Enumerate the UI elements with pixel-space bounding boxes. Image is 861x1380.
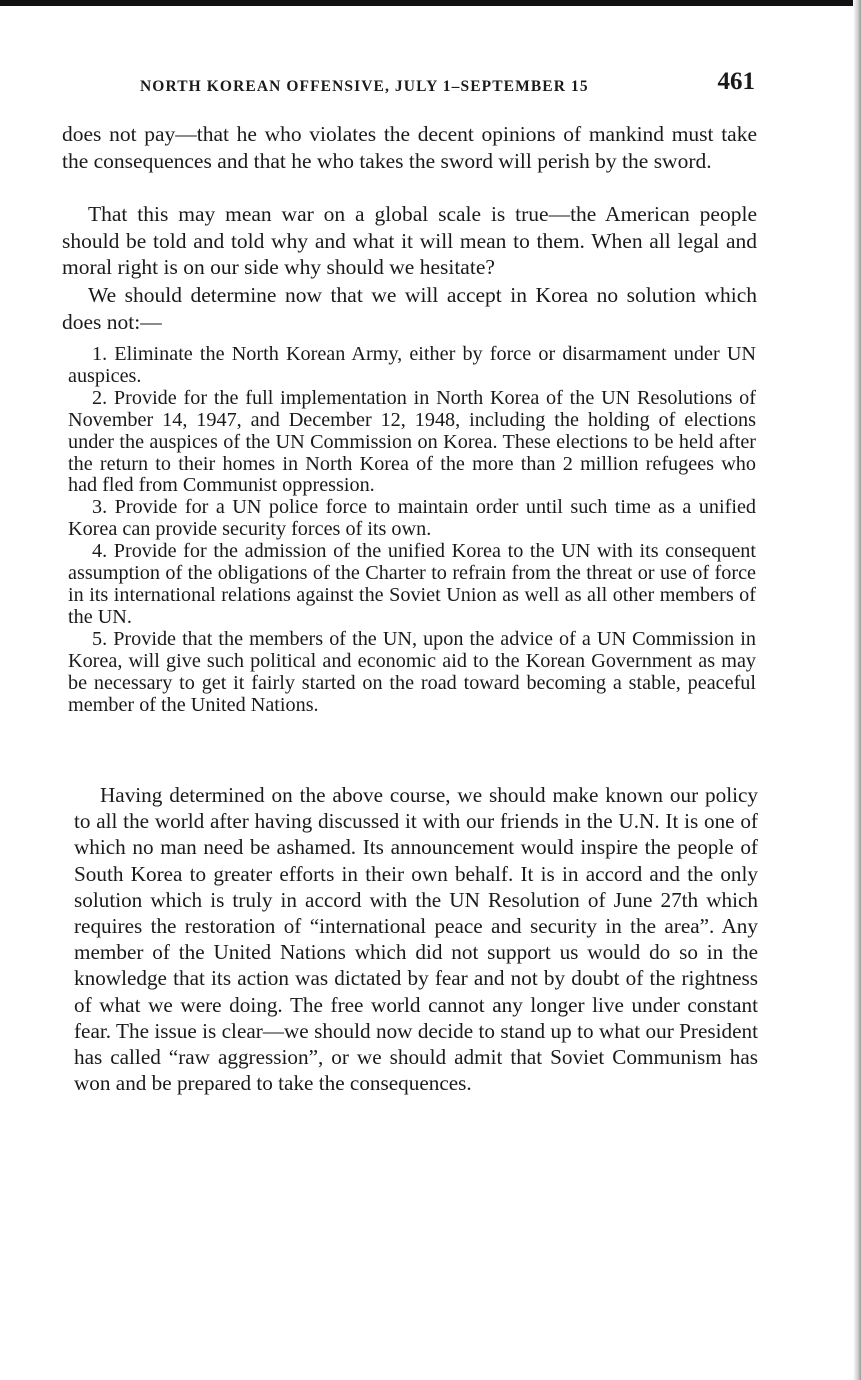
- opening-paragraph: [62, 121, 757, 174]
- third-paragraph: [62, 282, 757, 335]
- list-item-5: 5. Provide that the members of the UN, upon the advice of a UN Commission in Korea, will give such political and economic aid to the Korean Government as may be necessary to get it fairly started on the road toward becoming a stable, peaceful member of the United Nations.: [68, 627, 756, 716]
- page-header: [140, 68, 755, 98]
- paragraph-determine: We should determine now that we will accept in Korea no solution which does not:—: [62, 283, 757, 334]
- list-item-3: 3. Provide for a UN police force to maintain order until such time as a unified Korea can provide security forces of its own.: [68, 496, 756, 541]
- paragraph-continuation: does not pay—that he who violates the decent opinions of mankind must take the consequences and that he who takes the sword will perish by the sword.: [62, 122, 757, 173]
- list-item-4: 4. Provide for the admission of the unified Korea to the UN with its consequent assumption of the obligations of the Charter to refrain from the threat or use of force in its international relations against the Soviet Union as well as all other members of the UN.: [68, 540, 756, 628]
- solution-list: [68, 344, 756, 716]
- running-head: NORTH KOREAN OFFENSIVE, JULY 1–SEPTEMBER 15: [140, 78, 589, 95]
- paragraph-war-global: That this may mean war on a global scale is true—the American people should be told and told why and what it will mean to them. When all legal and moral right is on our side why should we hesitate?: [62, 202, 757, 279]
- page-number: 461: [717, 68, 755, 95]
- second-paragraph: [62, 201, 757, 281]
- list-item-1: 1. Eliminate the North Korean Army, either by force or disarmament under UN auspices.: [68, 343, 756, 387]
- page-right-edge: [853, 0, 861, 1380]
- list-item-2: 2. Provide for the full implementation in North Korea of the UN Resolutions of November 14, 1947, and December 12, 1948, including the holding of elections under the auspices of the UN Commission on Korea. These elections to be held after the return to their homes in North Korea of the more than 2 million refugees who had fled from Communist oppression.: [68, 386, 756, 497]
- page-top-edge: [0, 0, 861, 6]
- closing-paragraph: [74, 782, 758, 1096]
- paragraph-having-determined: Having determined on the above course, we should make known our policy to all the world after having discussed it with our friends in the U.N. It is one of which no man need be ashamed. Its announcement would inspire the people of South Korea to greater efforts in their own behalf. It is in accord and the only solution which is truly in accord with the UN Resolution of June 27th which requires the restoration of “international peace and security in the area”. Any member of the United Nations which did not support us would do so in the knowledge that its action was dictated by fear and not by doubt of the rightness of what we were doing. The free world cannot any longer live under constant fear. The issue is clear—we should now decide to stand up to what our President has called “raw aggression”, or we should admit that Soviet Communism has won and be prepared to take the consequences.: [74, 783, 758, 1096]
